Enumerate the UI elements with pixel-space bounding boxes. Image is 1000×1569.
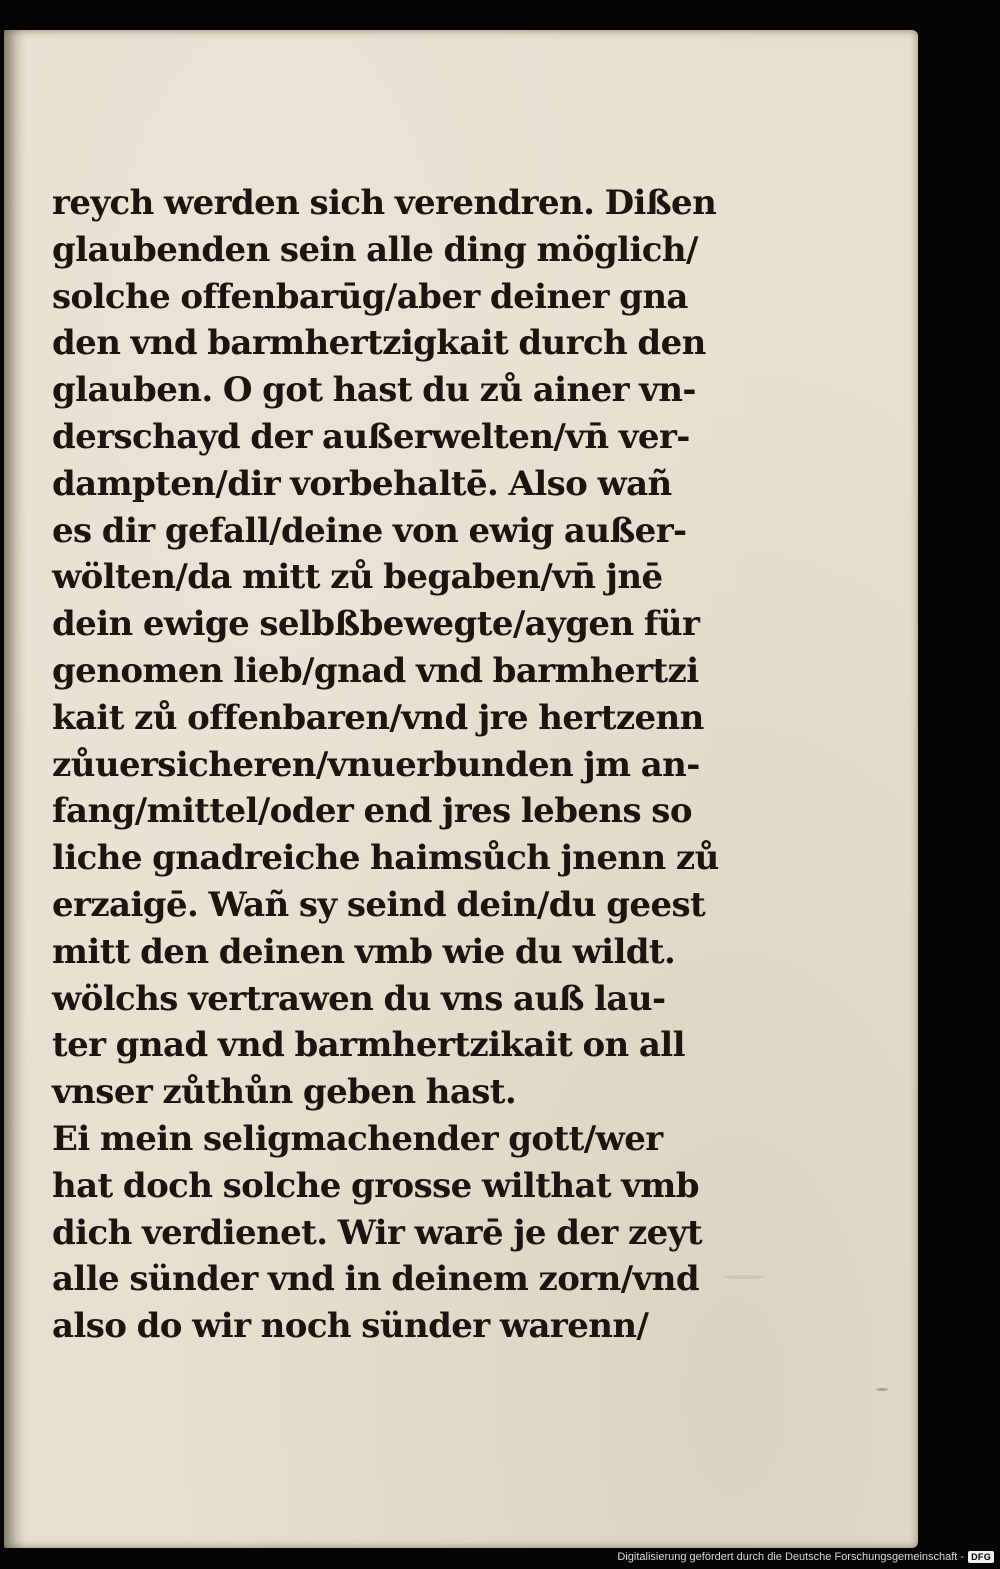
text-line: glaubenden sein alle ding möglich/ bbox=[52, 229, 698, 270]
text-line: mitt den deinen vmb wie du wildt. bbox=[52, 931, 676, 972]
text-line: wölchs vertrawen du vns auß lau- bbox=[52, 978, 666, 1019]
text-line: derschayd der außerwelten/vn̄ ver- bbox=[52, 416, 690, 457]
text-line: also do wir noch sünder warenn/ bbox=[52, 1306, 649, 1347]
ink-speck bbox=[876, 1388, 888, 1391]
text-line: liche gnadreiche haimsůch jnenn zů bbox=[52, 838, 719, 879]
text-line: hat doch solche grosse wilthat vmb bbox=[52, 1165, 699, 1206]
digitization-credit bbox=[617, 1551, 994, 1563]
text-line: kait zů offenbaren/vnd jre hertzenn bbox=[52, 697, 704, 738]
text-line: Ei mein seligmachender gott/wer bbox=[52, 1118, 663, 1159]
book-page bbox=[4, 30, 918, 1548]
text-line: dich verdienet. Wir warē je der zeyt bbox=[52, 1212, 702, 1253]
text-line: genomen lieb/gnad vnd barmhertzi bbox=[52, 650, 699, 691]
text-line: es dir gefall/deine von ewig außer- bbox=[52, 510, 687, 551]
text-line: vnser zůthůn geben hast. bbox=[52, 1072, 517, 1113]
text-line: fang/mittel/oder end jres lebens so bbox=[52, 791, 692, 832]
text-line: erzaigē. Wañ sy seind dein/du geest bbox=[52, 884, 706, 925]
text-line: solche offenbarūg/aber deiner gna bbox=[52, 276, 688, 317]
page-gutter-shadow bbox=[4, 30, 26, 1548]
text-line: dampten/dir vorbehaltē. Also wañ bbox=[52, 463, 672, 504]
credit-text: Digitalisierung gefördert durch die Deutsche Forschungsgemeinschaft - bbox=[617, 1551, 965, 1563]
text-line: den vnd barmhertzigkait durch den bbox=[52, 323, 706, 364]
text-line: reych werden sich verendren. Dißen bbox=[52, 183, 717, 223]
text-line: wölten/da mitt zů begaben/vn̄ jnē bbox=[52, 557, 663, 598]
text-line: alle sünder vnd in deinem zorn/vnd bbox=[52, 1259, 699, 1300]
text-line: zůuersicheren/vnuerbunden jm an- bbox=[52, 744, 700, 785]
dfg-logo: DFG bbox=[968, 1551, 994, 1563]
text-line: dein ewige selbßbewegte/aygen für bbox=[52, 604, 700, 645]
ink-speck bbox=[724, 1275, 764, 1279]
text-line: glauben. O got hast du zů ainer vn- bbox=[52, 370, 696, 411]
text-line: ter gnad vnd barmhertzikait on all bbox=[52, 1025, 685, 1066]
page-text-block bbox=[52, 180, 719, 1350]
